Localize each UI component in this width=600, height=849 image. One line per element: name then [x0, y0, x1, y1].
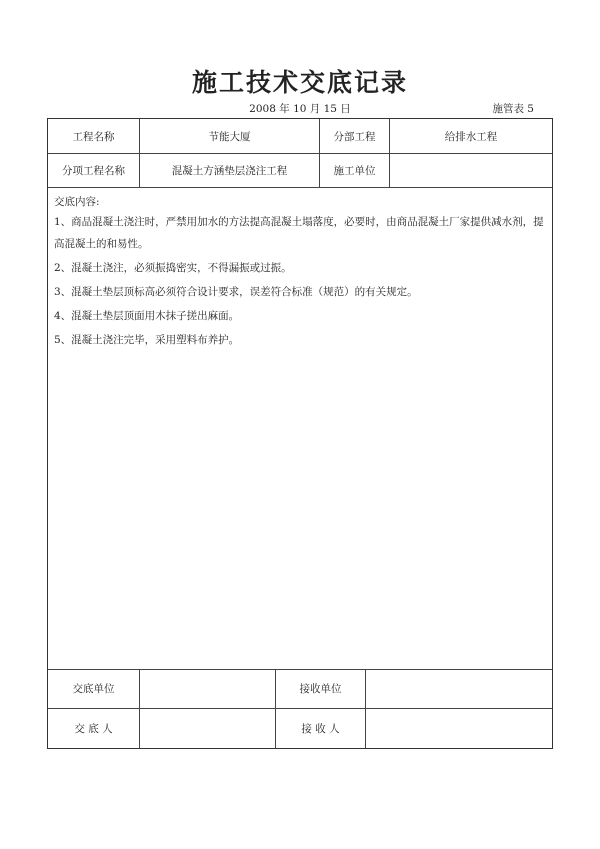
receiver-person-value	[366, 708, 552, 748]
receiver-unit-value	[366, 669, 552, 708]
receiver-person-label: 接 收 人	[276, 708, 366, 748]
item-name-value: 混凝土方涵垫层浇注工程	[140, 153, 320, 187]
handover-unit-value	[140, 669, 276, 708]
signature-row-unit	[48, 669, 552, 709]
receiver-unit-label: 接收单位	[276, 669, 366, 708]
form-number: 施管表 5	[492, 103, 534, 115]
handover-person-value	[140, 708, 276, 748]
content-item: 4、混凝土垫层顶面用木抹子搓出麻面。	[54, 310, 240, 322]
content-item: 3、混凝土垫层顶标高必须符合设计要求，误差符合标准（规范）的有关规定。	[54, 286, 418, 298]
sub-project-value: 给排水工程	[444, 130, 498, 143]
handover-form	[47, 118, 553, 749]
header-row-item	[48, 153, 552, 188]
item-name-label: 分项工程名称	[48, 153, 140, 187]
project-name-label: 工程名称	[48, 119, 140, 153]
document-date: 2008 年 10 月 15 日	[249, 103, 351, 115]
signature-row-person	[48, 708, 552, 748]
sub-project-label: 分部工程	[320, 119, 390, 153]
handover-unit-label: 交底单位	[48, 669, 140, 708]
content-item: 1、商品混凝土浇注时，严禁用加水的方法提高混凝土塌落度，必要时，由商品混凝土厂家提供减水剂，提高混凝土的和易性。	[54, 216, 544, 250]
construction-unit-value	[390, 153, 552, 187]
content-heading: 交底内容:	[54, 196, 100, 208]
content-item: 5、混凝土浇注完毕，采用塑料布养护。	[54, 334, 240, 346]
handover-person-label: 交 底 人	[48, 708, 140, 748]
construction-unit-label: 施工单位	[320, 153, 390, 187]
project-name-value: 节能大厦	[140, 119, 320, 153]
content-item: 2、混凝土浇注，必须振捣密实，不得漏振或过振。	[54, 262, 292, 274]
document-title: 施工技术交底记录	[191, 68, 408, 97]
header-row-project	[48, 119, 552, 154]
handover-content	[48, 187, 552, 670]
